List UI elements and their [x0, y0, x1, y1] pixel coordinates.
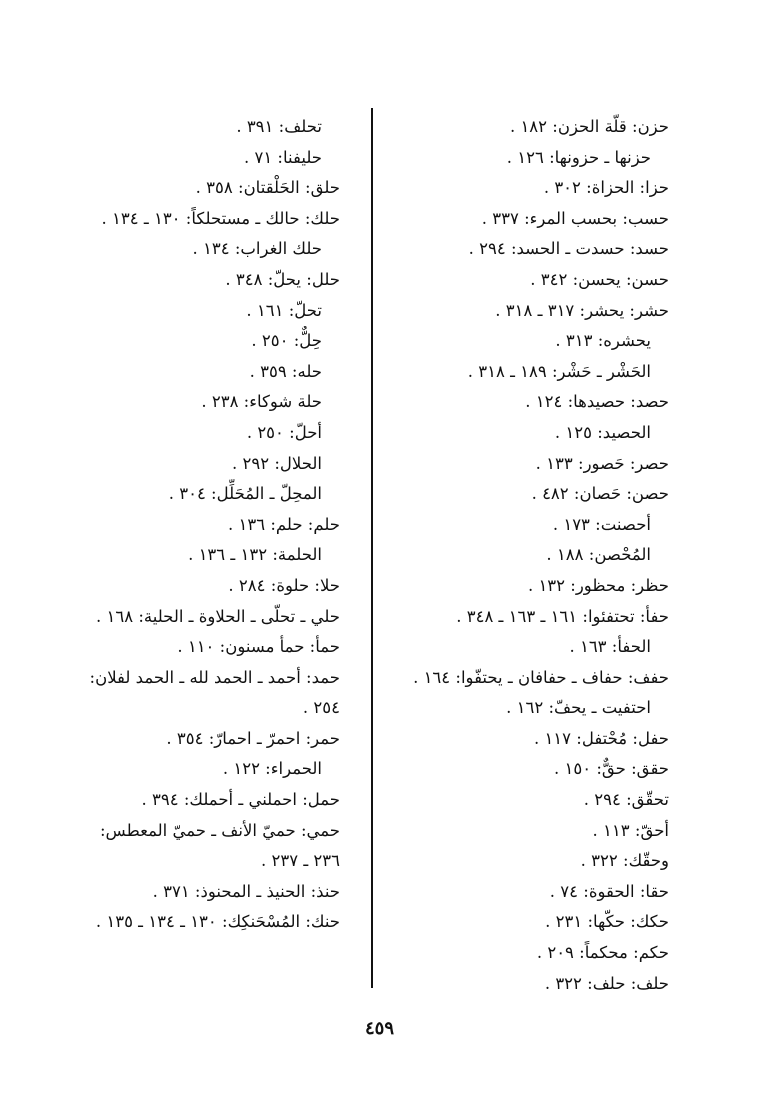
index-entry: حصر: حَصور: ١٣٣ .	[535, 453, 669, 473]
index-entry: حله: ٣٥٩ .	[249, 361, 322, 381]
index-entry: حنك: المُسْحَنكِك: ١٣٠ ـ ١٣٤ ـ ١٣٥ .	[95, 912, 340, 932]
index-entry: حليفنا: ٧١ .	[243, 147, 322, 167]
index-entry: احتفيت ـ يحفّ: ١٦٢ .	[506, 698, 651, 718]
index-entry: حمد: أحمد ـ الحمد لله ـ الحمد لفلان: ٢٥٤ .	[89, 667, 340, 718]
index-entry: حفل: مُحْتفل: ١١٧ .	[533, 728, 669, 748]
column-divider	[371, 108, 373, 988]
index-entry: حكم: محكماً: ٢٠٩ .	[536, 943, 669, 963]
index-entry: أحلّ: ٢٥٠ .	[246, 422, 322, 442]
index-entry: المحِلّ ـ المُحَلِّل: ٣٠٤ .	[168, 484, 322, 504]
index-entry: الحصيد: ١٢٥ .	[554, 422, 651, 442]
index-entry: حلي ـ تحلّى ـ الحلاوة ـ الحلية: ١٦٨ .	[95, 606, 340, 626]
index-entry: حلا: حلوة: ٢٨٤ .	[228, 575, 340, 595]
index-entry: حقا: الحقوة: ٧٤ .	[549, 881, 669, 901]
index-entry: حظر: محظور: ١٣٢ .	[527, 575, 669, 595]
index-entry: الحفأ: ١٦٣ .	[569, 637, 651, 657]
index-entry: حنذ: الحنيذ ـ المحنوذ: ٣٧١ .	[152, 881, 340, 901]
index-entry: وحقّك: ٣٢٢ .	[580, 851, 669, 871]
index-entry: حلة شوكاء: ٢٣٨ .	[201, 392, 322, 412]
index-entry: حصد: حصيدها: ١٢٤ .	[525, 392, 669, 412]
index-entry: حلك: حالك ـ مستحلكاً: ١٣٠ ـ ١٣٤ .	[101, 208, 340, 228]
index-entry: حمل: احملني ـ أحملك: ٣٩٤ .	[141, 790, 340, 810]
index-entry: تحلف: ٣٩١ .	[236, 117, 322, 136]
index-entry: أحقّ: ١١٣ .	[592, 820, 669, 840]
index-entry: تحلّ: ١٦١ .	[246, 300, 322, 320]
index-entry: تحقّق: ٢٩٤ .	[583, 790, 669, 810]
index-entry: الحلال: ٢٩٢ .	[232, 453, 322, 473]
index-entry: حلل: يحلّ: ٣٤٨ .	[225, 269, 340, 289]
index-entry: حفأ: تحتفئوا: ١٦١ ـ ١٦٣ ـ ٣٤٨ .	[456, 606, 669, 626]
index-entry: حسد: حسدت ـ الحسد: ٢٩٤ .	[468, 239, 669, 259]
index-entry: حلف: حلف: ٣٢٢ .	[544, 973, 669, 993]
index-entry: حفف: حفاف ـ حفافان ـ يحتفّوا: ١٦٤ .	[413, 667, 669, 687]
index-entry: الحَشْر ـ حَشْر: ١٨٩ ـ ٣١٨ .	[467, 361, 651, 381]
index-entry: حكك: حكّها: ٢٣١ .	[545, 912, 669, 932]
index-entry: المُحْصن: ١٨٨ .	[546, 545, 651, 565]
index-entry: حصن: حَصان: ٤٨٢ .	[531, 484, 669, 504]
index-entry: حسن: يحسن: ٣٤٢ .	[530, 269, 669, 289]
index-entry: حلم: حلم: ١٣٦ .	[228, 514, 340, 534]
page-number: ٤٥٩	[364, 1018, 394, 1039]
index-entry: حمر: احمرّ ـ احمارّ: ٣٥٤ .	[166, 728, 340, 748]
index-entry: الحمراء: ١٢٢ .	[222, 759, 322, 779]
index-entry: حلق: الحَلْقتان: ٣٥٨ .	[195, 178, 340, 198]
index-entry: حمأ: حمأ مسنون: ١١٠ .	[177, 637, 340, 657]
index-entry: حقق: حقٌّ: ١٥٠ .	[554, 759, 669, 779]
index-entry: حزن: قلّة الحزن: ١٨٢ .	[509, 117, 669, 136]
index-column-left	[78, 112, 340, 938]
index-entry: أحصنت: ١٧٣ .	[552, 514, 651, 534]
index-column-right	[383, 112, 669, 999]
index-entry: حلك الغراب: ١٣٤ .	[192, 239, 322, 259]
index-entry: الحلمة: ١٣٢ ـ ١٣٦ .	[188, 545, 322, 565]
index-entry: حزنها ـ حزونها: ١٢٦ .	[506, 147, 651, 167]
index-entry: حشر: يحشر: ٣١٧ ـ ٣١٨ .	[495, 300, 669, 320]
index-entry: حزا: الحزاة: ٣٠٢ .	[543, 178, 669, 198]
index-entry: حسب: بحسب المرء: ٣٣٧ .	[481, 208, 669, 228]
index-entry: حمي: حميّ الأنف ـ حميّ المعطس: ٢٣٦ ـ ٢٣٧ .	[100, 820, 340, 871]
index-entry: يحشره: ٣١٣ .	[555, 331, 651, 351]
index-entry: حِلٌّ: ٢٥٠ .	[251, 331, 322, 351]
